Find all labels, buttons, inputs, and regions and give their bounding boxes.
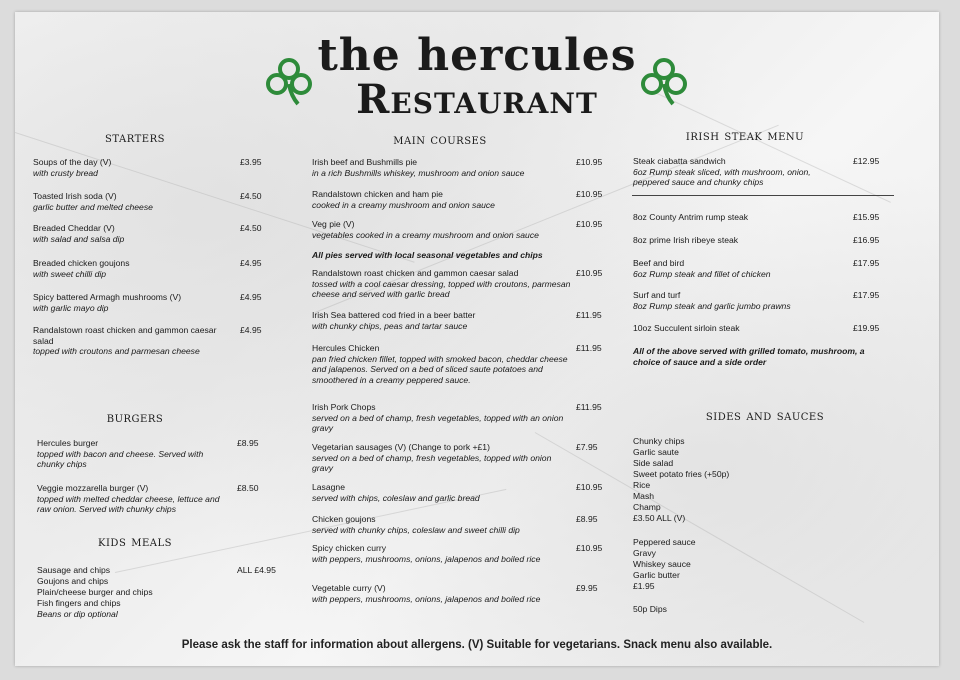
list-item: Plain/cheese burger and chips [37, 587, 153, 597]
list-item: Whiskey sauce [633, 559, 691, 569]
divider [632, 195, 894, 196]
item-name: Spicy chicken curry [312, 543, 387, 553]
menu-item [312, 157, 574, 178]
item-price: £4.50 [240, 191, 262, 201]
menu-item [312, 514, 574, 535]
item-name: Soups of the day (V) [33, 157, 112, 167]
item-price: £10.95 [576, 157, 603, 167]
kids-heading: kids meals [98, 534, 172, 550]
item-price: £15.95 [853, 212, 880, 222]
menu-item [33, 157, 233, 178]
list-item: Peppered sauce [633, 537, 696, 547]
list-item: Fish fingers and chips [37, 598, 121, 608]
list-item: Sausage and chips [37, 565, 111, 575]
menu-item [633, 258, 843, 279]
list-item: Mash [633, 491, 655, 501]
item-price: £4.95 [240, 325, 262, 335]
item-price: £16.95 [853, 235, 880, 245]
item-name: Randalstown chicken and ham pie [312, 189, 443, 199]
menu-item [312, 310, 574, 331]
kids-price: ALL £4.95 [237, 565, 276, 575]
menu-item [633, 212, 843, 223]
item-name: Hercules burger [37, 438, 99, 448]
item-price: £4.95 [240, 292, 262, 302]
item-name: 10oz Succulent sirloin steak [633, 323, 740, 333]
item-description: topped with croutons and parmesan cheese [33, 346, 200, 357]
item-name: Veg pie (V) [312, 219, 355, 229]
item-description: vegetables cooked in a creamy mushroom and onion sauce [312, 229, 539, 240]
item-price: £4.95 [240, 258, 262, 268]
menu-item [312, 268, 574, 300]
item-description: served on a bed of champ, fresh vegetables, topped with onion gravy [312, 452, 552, 474]
menu-item [37, 483, 227, 515]
item-description: with salad and salsa dip [33, 233, 125, 244]
kids-list [37, 565, 237, 620]
item-description: with chunky chips, peas and tartar sauce [312, 320, 468, 331]
item-name: Veggie mozzarella burger (V) [37, 483, 149, 493]
list-item: Side salad [633, 458, 674, 468]
list-item: Champ [633, 502, 661, 512]
item-price: £8.95 [576, 514, 598, 524]
item-price: £10.95 [576, 543, 603, 553]
item-description: in a rich Bushmills whiskey, mushroom and onion sauce [312, 167, 525, 178]
item-name: Surf and turf [633, 290, 681, 300]
item-price: £10.95 [576, 219, 603, 229]
item-price: £10.95 [576, 268, 603, 278]
item-name: Lasagne [312, 482, 345, 492]
list-item: Chunky chips [633, 436, 685, 446]
list-item: Garlic butter [633, 570, 680, 580]
item-name: Beef and bird [633, 258, 685, 268]
item-description: 8oz Rump steak and garlic jumbo prawns [633, 300, 791, 311]
item-price: £4.50 [240, 223, 262, 233]
sides-list [633, 436, 833, 524]
menu-item [33, 191, 233, 212]
item-name: Breaded Cheddar (V) [33, 223, 115, 233]
item-name: Chicken goujons [312, 514, 376, 524]
item-name: Breaded chicken goujons [33, 258, 130, 268]
menu-item [633, 235, 843, 246]
item-name: Irish Pork Chops [312, 402, 376, 412]
kids-note: Beans or dip optional [37, 609, 118, 619]
menu-item [312, 442, 574, 474]
pies-note: All pies served with local seasonal vegetables and chips [312, 250, 543, 260]
menu-item [33, 292, 233, 313]
item-description: with peppers, mushrooms, onions, jalapenos and boiled rice [312, 593, 541, 604]
item-description: served on a bed of champ, fresh vegetables, topped with an onion gravy [312, 412, 564, 434]
item-description: with garlic mayo dip [33, 302, 109, 313]
menu-item [33, 325, 233, 357]
menu-item [312, 343, 574, 385]
menu-item [312, 219, 574, 240]
menu-page [15, 12, 939, 666]
steak-note: All of the above served with grilled tomato, mushroom, a choice of sauce and a side order [633, 346, 865, 367]
restaurant-subtitle: Restaurant [356, 76, 598, 123]
list-item: Garlic saute [633, 447, 679, 457]
menu-item [312, 482, 574, 503]
sides-heading: sides and sauces [705, 408, 825, 424]
item-name: Hercules Chicken [312, 343, 380, 353]
footer-note: Please ask the staff for information about allergens. (V) Suitable for vegetarians. Snack menu also available. [181, 639, 773, 651]
item-description: topped with bacon and cheese. Served with chunky chips [37, 448, 204, 470]
item-description: with peppers, mushrooms, onions, jalapenos and boiled rice [312, 553, 541, 564]
item-description: pan fried chicken fillet, topped with smoked bacon, cheddar cheese and jalapenos. Served on a bed of sliced saute potatoes and smoothered in a creamy peppered sauce. [312, 353, 568, 385]
item-description: tossed with a cool caesar dressing, topped with croutons, parmesan cheese and served with garlic bread [312, 278, 571, 300]
item-name: 8oz County Antrim rump steak [633, 212, 749, 222]
item-price: £8.50 [237, 483, 259, 493]
list-item: £3.50 ALL (V) [633, 513, 686, 523]
menu-item [633, 290, 843, 311]
menu-item [33, 223, 233, 244]
menu-item [633, 156, 843, 188]
item-price: £10.95 [576, 482, 603, 492]
item-name: Spicy battered Armagh mushrooms (V) [33, 292, 182, 302]
menu-item [312, 583, 574, 604]
item-name: Randalstown roast chicken and gammon caesar salad [33, 325, 217, 346]
item-price: £7.95 [576, 442, 598, 452]
item-price: £8.95 [237, 438, 259, 448]
item-name: Irish Sea battered cod fried in a beer batter [312, 310, 476, 320]
item-price: £17.95 [853, 258, 880, 268]
list-item: £1.95 [633, 581, 655, 591]
item-price: £17.95 [853, 290, 880, 300]
starters-heading: starters [105, 130, 165, 146]
item-description: with sweet chilli dip [33, 268, 107, 279]
item-name: Toasted Irish soda (V) [33, 191, 117, 201]
item-name: 8oz prime Irish ribeye steak [633, 235, 739, 245]
menu-item [312, 543, 574, 564]
menu-item [37, 438, 227, 470]
item-description: topped with melted cheddar cheese, lettuce and raw onion. Served with chunky chips [37, 493, 220, 515]
item-price: £11.95 [576, 343, 602, 353]
menu-item [33, 258, 233, 279]
list-item: Gravy [633, 548, 656, 558]
item-price: £3.95 [240, 157, 262, 167]
item-name: Steak ciabatta sandwich [633, 156, 726, 166]
item-price: £10.95 [576, 189, 603, 199]
item-description: served with chunky chips, coleslaw and sweet chilli dip [312, 524, 520, 535]
item-description: cooked in a creamy mushroom and onion sauce [312, 199, 495, 210]
list-item: Goujons and chips [37, 576, 109, 586]
item-description: served with chips, coleslaw and garlic bread [312, 492, 480, 503]
restaurant-title: the hercules [317, 30, 637, 81]
item-price: £19.95 [853, 323, 880, 333]
item-description: 6oz Rump steak and fillet of chicken [633, 268, 771, 279]
menu-item [312, 402, 574, 434]
menu-item [312, 189, 574, 210]
item-name: Irish beef and Bushmills pie [312, 157, 418, 167]
steak-heading: irish steak menu [685, 128, 805, 144]
item-description: with crusty bread [33, 167, 98, 178]
item-description: 6oz Rump steak sliced, with mushroom, onion, peppered sauce and chunky chips [633, 166, 811, 188]
sauces-list [633, 537, 833, 592]
item-price: £12.95 [853, 156, 880, 166]
list-item: Sweet potato fries (+50p) [633, 469, 730, 479]
item-price: £11.95 [576, 310, 602, 320]
dips-price: 50p Dips [633, 604, 667, 614]
burgers-heading: burgers [106, 410, 164, 426]
main-heading: main courses [393, 132, 487, 148]
item-price: £9.95 [576, 583, 598, 593]
item-name: Vegetable curry (V) [312, 583, 386, 593]
item-name: Vegetarian sausages (V) (Change to pork +£1) [312, 442, 490, 452]
item-name: Randalstown roast chicken and gammon caesar salad [312, 268, 519, 278]
item-description: garlic butter and melted cheese [33, 201, 153, 212]
list-item: Rice [633, 480, 651, 490]
menu-item [633, 323, 843, 334]
item-price: £11.95 [576, 402, 602, 412]
